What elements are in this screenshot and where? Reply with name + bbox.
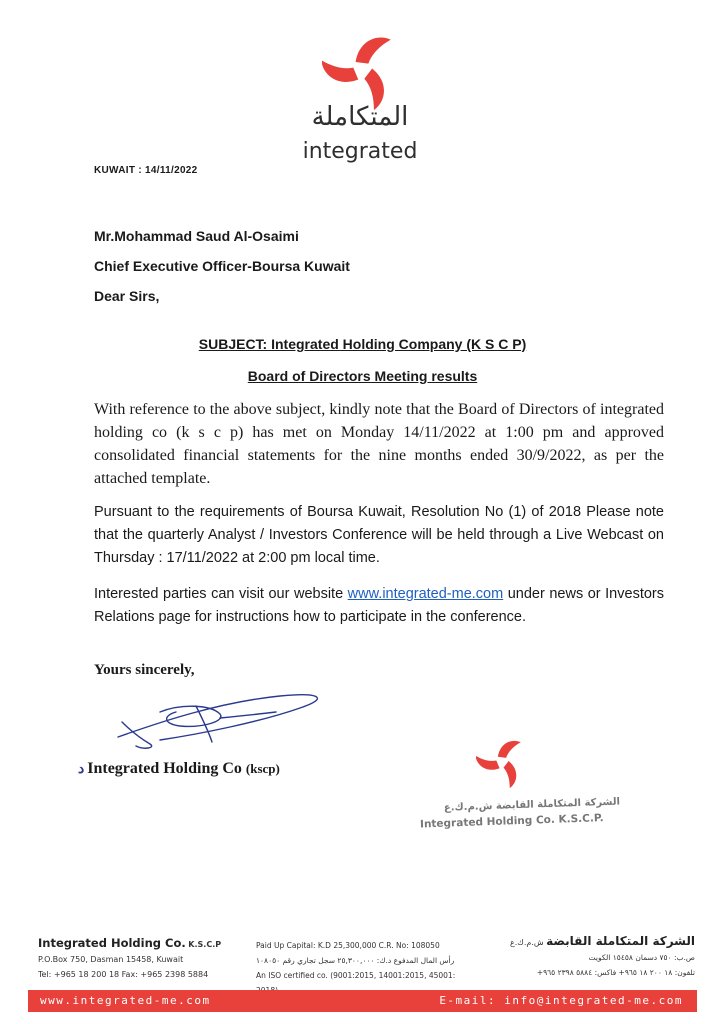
salutation: Dear Sirs, <box>94 288 160 304</box>
stamp-arabic-text: الشركة المتكاملة القابضة ش.م.ك.ع <box>443 796 621 814</box>
body-paragraph-meeting: With reference to the above subject, kindly note that the Board of Directors of integrated holding co (k s c p) has met on Monday 14/11/2022 at 1:00 pm and approved consolidated financial statements for the nine months ended 30/9/2022, as per the attached template. <box>94 401 664 487</box>
signature-company-suffix: (kscp) <box>245 761 280 776</box>
footer-paid-up-capital-arabic: رأس المال المدفوع د.ك: ٢٥,٣٠٠,٠٠٠ سجل تجاري رقم ١٠٨٠٥٠ <box>256 956 455 965</box>
footer-website-link[interactable]: www.integrated-me.com <box>40 994 211 1007</box>
handwritten-signature <box>100 682 340 762</box>
website-intro-text: Interested parties can visit our website <box>94 586 348 602</box>
body-paragraph-conference: Pursuant to the requirements of Boursa Kuwait, Resolution No (1) of 2018 Please note that the quarterly Analyst / Investors Conference will be held through a Live Webcast on Thursday : 17/11/2022 at 2:00 pm local time. <box>94 504 664 566</box>
subject-subline: Board of Directors Meeting results <box>247 368 478 384</box>
signature-company <box>78 760 280 778</box>
footer-arabic-block <box>490 934 695 980</box>
integrated-logo-icon <box>322 30 402 110</box>
footer-company-name: Integrated Holding Co. <box>38 936 186 950</box>
footer-company-suffix: K.S.C.P <box>188 940 222 949</box>
stamp-logo-icon <box>476 736 528 788</box>
footer-arabic-address: ص.ب: ٧٥٠ دسمان ١٥٤٥٨ الكويت <box>588 953 695 962</box>
closing: Yours sincerely, <box>94 662 195 678</box>
signature-mark: د <box>78 762 85 777</box>
footer-paid-up-capital: Paid Up Capital: K.D 25,300,000 C.R. No: 108050 <box>256 941 440 950</box>
recipient-name: Mr.Mohammad Saud Al-Osaimi <box>94 228 299 244</box>
stamp-english-text: Integrated Holding Co. K.S.C.P. <box>419 812 604 831</box>
footer-email-link[interactable]: E-mail: info@integrated-me.com <box>439 994 683 1007</box>
footer-arabic-contact: تلفون: ١٨ ٢٠٠ ١٨ ٩٦٥+ فاكس: ٥٨٨٤ ٢٣٩٨ ٩٦٥+ <box>536 968 695 977</box>
footer-english-block <box>38 936 248 982</box>
footer-contact: Tel: +965 18 200 18 Fax: +965 2398 5884 <box>38 970 209 979</box>
footer-iso-certification: An ISO certified co. (9001:2015, 14001:2015, 45001: <box>256 971 456 980</box>
subject-line: SUBJECT: Integrated Holding Company (K S C P) <box>198 336 527 352</box>
footer-contact-bar <box>28 990 697 1012</box>
logo-english-wordmark: integrated <box>302 139 418 164</box>
body-paragraph-website <box>94 583 664 629</box>
recipient-title: Chief Executive Officer-Boursa Kuwait <box>94 258 350 274</box>
footer-arabic-company-name: الشركة المتكاملة القابضة <box>546 934 695 948</box>
logo-arabic-wordmark: المتكاملة <box>311 102 409 132</box>
footer-address: P.O.Box 750, Dasman 15458, Kuwait <box>38 955 184 964</box>
website-outro-text: under news or Investors Relations page for instructions how to participate in the conference. <box>94 586 664 625</box>
footer-arabic-company-suffix: ش.م.ك.ع <box>509 938 544 947</box>
footer-legal-block <box>256 938 476 998</box>
signature-company-name: Integrated Holding Co <box>87 760 242 777</box>
dateline: KUWAIT : 14/11/2022 <box>94 165 198 176</box>
website-link[interactable]: www.integrated-me.com <box>347 586 504 602</box>
